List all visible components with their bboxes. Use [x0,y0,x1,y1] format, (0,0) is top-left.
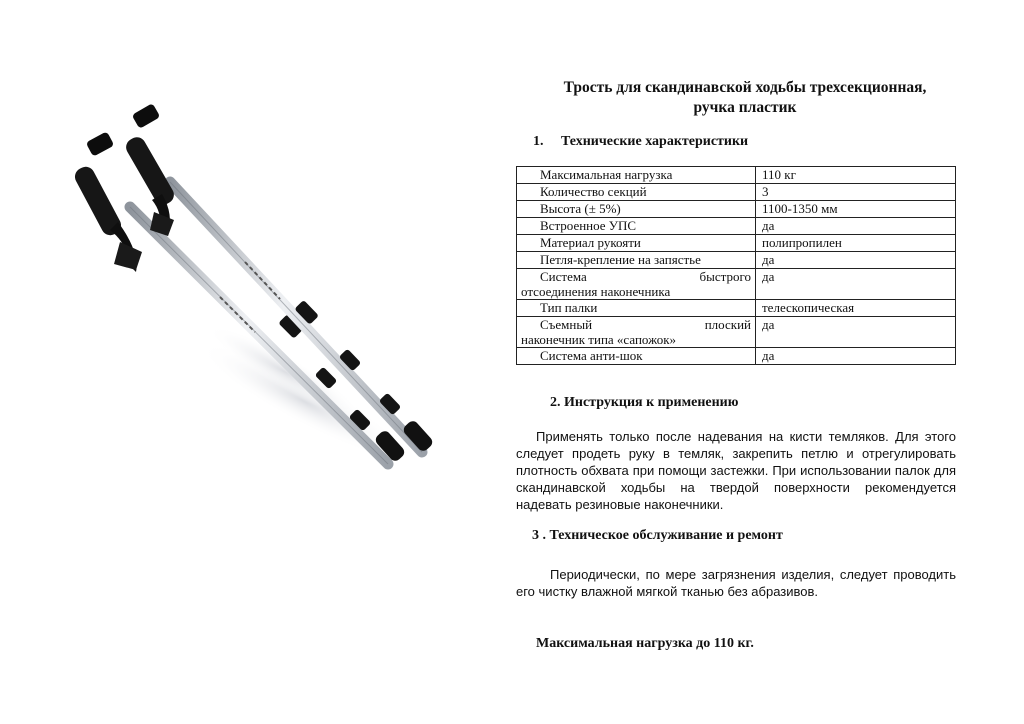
spec-key: Максимальная нагрузка [517,167,756,184]
spec-value: полипропилен [756,235,956,252]
section-1-title: Технические характеристики [561,134,749,149]
max-load-note: Максимальная нагрузка до 110 кг. [536,636,754,651]
pole-left [72,131,407,464]
spec-key-line-2: наконечник типа «сапожок» [521,332,677,347]
table-row [517,348,956,365]
spec-key: Система анти-шок [517,348,756,365]
product-photo [70,102,450,482]
table-row [517,184,956,201]
table-row [517,235,956,252]
spec-table [516,166,956,365]
spec-value: да [756,317,956,348]
table-row [517,300,956,317]
spec-key-line-1: Съемный плоский [540,317,751,332]
document-title [520,78,970,118]
table-row [517,269,956,300]
spec-value: телескопическая [756,300,956,317]
spec-key: Материал рукояти [517,235,756,252]
spec-key-line-1: Система быстрого [540,269,751,284]
section-2-heading: 2. Инструкция к применению [550,395,739,410]
spec-key: Тип палки [517,300,756,317]
spec-value: да [756,269,956,300]
table-row [517,317,956,348]
spec-key-line-2: отсоединения наконечника [521,284,671,299]
spec-key [517,269,756,300]
spec-key [517,317,756,348]
table-row [517,201,956,218]
table-row [517,167,956,184]
spec-key: Петля-крепление на запястье [517,252,756,269]
spec-value: 3 [756,184,956,201]
spec-value: 110 кг [756,167,956,184]
spec-key: Встроенное УПС [517,218,756,235]
section-3-heading: 3 . Техническое обслуживание и ремонт [532,528,783,543]
table-row [517,218,956,235]
spec-value: да [756,348,956,365]
title-line-1: Трость для скандинавской ходьбы трехсекционная, [563,79,927,96]
spec-key: Количество секций [517,184,756,201]
title-line-2: ручка пластик [693,99,797,116]
section-1-number: 1. [533,134,544,149]
section-2-text: Применять только после надевания на кисти темляков. Для этого следует продеть руку в темляк, закрепить петлю и отрегулировать плотность обхвата при помощи застежки. При использовании палок для скандинавской ходьбы на твердой поверхности рекомендуется надевать резиновые наконечники. [516,429,956,512]
section-1-heading [533,134,748,150]
spec-value: да [756,218,956,235]
spec-value: 1100-1350 мм [756,201,956,218]
table-row [517,252,956,269]
section-3-text: Периодически, по мере загрязнения изделия, следует проводить его чистку влажной мягкой тканью без абразивов. [516,567,956,599]
walking-poles-image [70,102,450,482]
spec-key: Высота (± 5%) [517,201,756,218]
spec-value: да [756,252,956,269]
